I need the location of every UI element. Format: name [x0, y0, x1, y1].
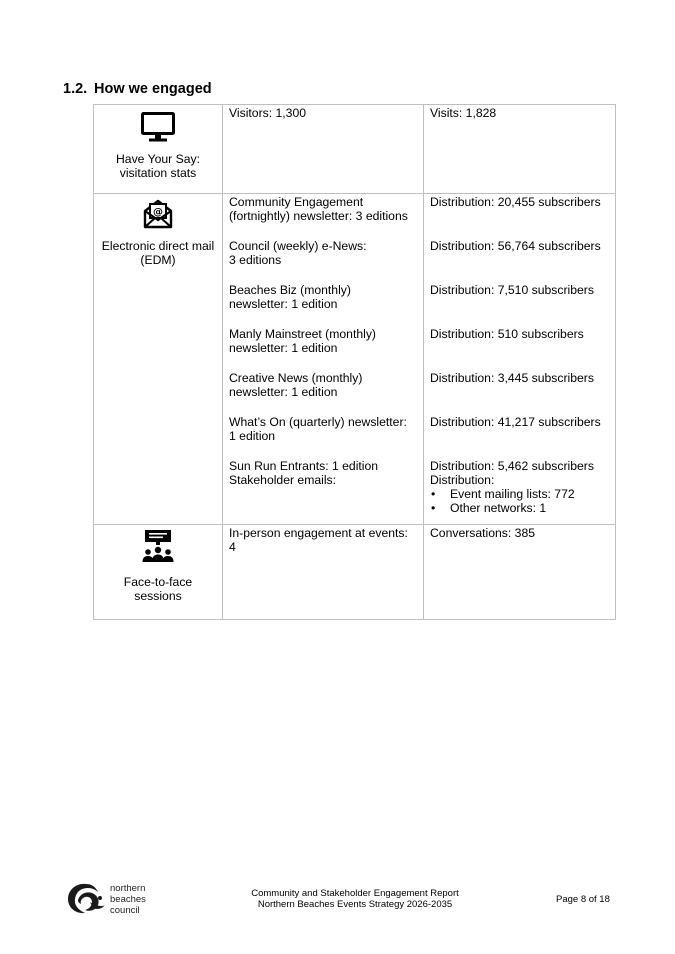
email-envelope-icon — [142, 198, 174, 230]
channel-entry: Beaches Biz (monthly) newsletter: 1 edition — [229, 283, 351, 311]
list-item: • Other networks: 1 — [450, 501, 610, 515]
metric-entry: Distribution: 20,455 subscribers — [430, 195, 601, 209]
metric-entry: Distribution: 3,445 subscribers — [430, 371, 594, 385]
engagement-table — [93, 104, 616, 620]
metric-cell — [424, 194, 616, 525]
metric-entry: Distribution: 56,764 subscribers — [430, 239, 601, 253]
presentation-audience-icon — [140, 529, 176, 565]
row-label: Have Your Say: visitation stats — [115, 152, 200, 180]
channel-cell — [223, 194, 424, 525]
table-row-edm — [94, 194, 616, 525]
council-logo-text: northern beaches council — [110, 883, 146, 916]
metric-entry: Distribution: 510 subscribers — [430, 327, 584, 341]
channel-entry: In-person engagement at events: 4 — [229, 526, 408, 554]
section-number: 1.2. — [63, 81, 88, 97]
channel-entry: Community Engagement (fortnightly) newsletter: 3 editions — [229, 195, 408, 223]
channel-cell — [223, 525, 424, 620]
svg-text:@: @ — [153, 207, 163, 218]
channel-entry: Creative News (monthly) newsletter: 1 edition — [229, 371, 363, 399]
metric-cell — [424, 105, 616, 194]
metric-entry: Distribution: 41,217 subscribers — [430, 415, 601, 429]
channel-entry: What’s On (quarterly) newsletter: 1 edition — [229, 415, 407, 443]
row-label-cell — [94, 194, 223, 525]
row-label-cell — [94, 525, 223, 620]
row-label: Electronic direct mail (EDM) — [101, 239, 215, 267]
channel-entry: Council (weekly) e-News: 3 editions — [229, 239, 367, 267]
monitor-icon — [140, 111, 176, 143]
channel-entry: Sun Run Entrants: 1 edition Stakeholder emails: — [229, 459, 379, 487]
section-title: How we engaged — [94, 81, 212, 97]
section-heading — [63, 81, 212, 97]
metric-entry: Conversations: 385 — [430, 526, 536, 540]
metric-entry: Distribution: 5,462 subscribers Distribution: • Event mailing lists: 772 • Other networks: 1 — [424, 458, 615, 515]
channel-entry: Manly Mainstreet (monthly) newsletter: 1 edition — [229, 327, 376, 355]
row-label: Face-to-face sessions — [123, 575, 193, 603]
table-row-have-your-say — [94, 105, 616, 194]
metric-cell — [424, 525, 616, 620]
row-label-cell — [94, 105, 223, 194]
channel-cell — [223, 105, 424, 194]
council-logo-icon — [64, 880, 108, 916]
page-number: Page 8 of 18 — [556, 894, 610, 905]
channel-entry: Visitors: 1,300 — [229, 106, 307, 120]
footer-report-title: Community and Stakeholder Engagement Report Northern Beaches Events Strategy 2026-2035 — [251, 888, 459, 910]
table-row-face-to-face — [94, 525, 616, 620]
distribution-list — [430, 487, 610, 515]
metric-entry: Visits: 1,828 — [430, 106, 497, 120]
list-item: • Event mailing lists: 772 — [450, 487, 610, 501]
metric-entry: Distribution: 7,510 subscribers — [430, 283, 594, 297]
